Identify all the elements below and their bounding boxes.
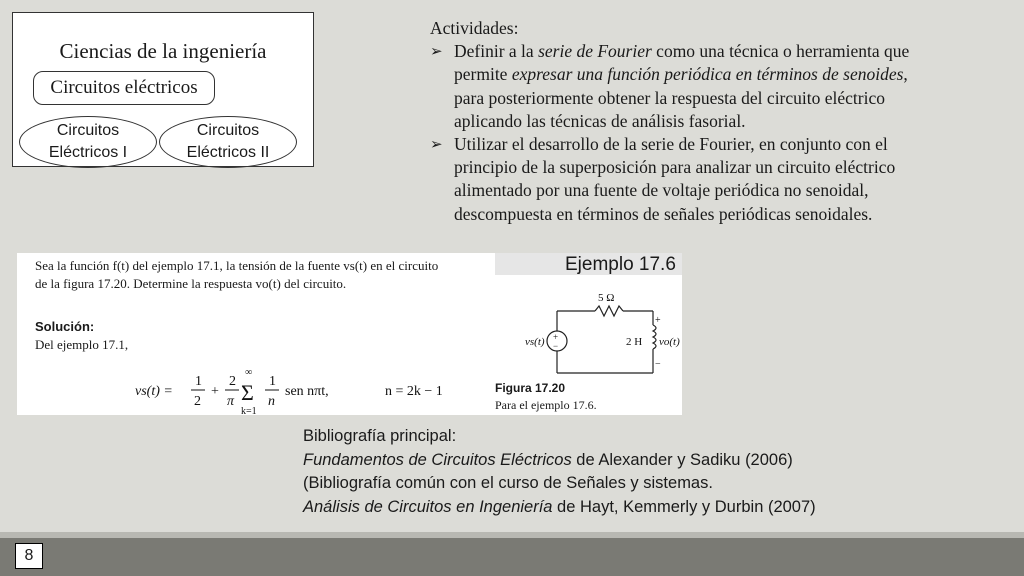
figure-caption: Para el ejemplo 17.6. [495, 398, 597, 412]
circuit-diagram [495, 283, 682, 391]
svg-text:−: − [553, 341, 559, 351]
diagram-ellipse-circuitos-2 [159, 116, 297, 168]
page-number: 8 [15, 543, 43, 569]
output-label: vo(t) [659, 336, 680, 348]
diagram-subject-box: Circuitos eléctricos [33, 71, 215, 105]
example-figure [17, 253, 682, 415]
diagram-ellipse-circuitos-1 [19, 116, 157, 168]
svg-text:Σ: Σ [241, 380, 254, 405]
activities-list [430, 40, 930, 226]
ellipse1-line1: Circuitos [56, 122, 120, 139]
activities-section [430, 17, 930, 226]
svg-text:−: − [655, 359, 661, 370]
svg-text:n = 2k − 1: n = 2k − 1 [385, 384, 443, 399]
bibliography-book-2: Análisis de Circuitos en Ingeniería de Hayt, Kemmerly y Durbin (2007) [303, 497, 816, 516]
footer-bar [0, 532, 1024, 576]
svg-text:k=1: k=1 [241, 406, 257, 415]
inductor-label: 2 H [626, 336, 643, 348]
resistor-label: 5 Ω [598, 292, 615, 304]
source-label: vs(t) [525, 336, 545, 348]
svg-text:+: + [211, 384, 219, 399]
figure-label: Figura 17.20 [495, 381, 566, 395]
bibliography-heading: Bibliografía principal: [303, 427, 457, 445]
svg-text:+: + [553, 332, 559, 342]
svg-text:2: 2 [229, 374, 236, 389]
svg-text:vs(t) =: vs(t) = [135, 384, 173, 399]
ellipse1-line2: Eléctricos I [48, 144, 128, 161]
solution-text: Del ejemplo 17.1, [35, 337, 129, 352]
svg-text:1: 1 [269, 374, 276, 389]
bibliography-note: (Bibliografía común con el curso de Señales y sistemas. [303, 474, 713, 492]
svg-text:n: n [268, 394, 275, 409]
fourier-equation [135, 365, 495, 415]
ellipse2-line1: Circuitos [196, 122, 260, 139]
example-statement: Sea la función f(t) del ejemplo 17.1, la tensión de la fuente vs(t) en el circuito de la figura 17.20. Determine la respuesta vo(t) del circuito. [35, 258, 439, 291]
svg-text:∞: ∞ [245, 367, 253, 378]
bibliography-section [303, 425, 983, 519]
activity-item-1: ➢ Definir a la serie de Fourier como una técnica o herramienta que permite expresar una función periódica en términos de senoides, para posteriormente obtener la respuesta del circuito eléctrico aplicando las técnicas de análisis fasorial. [430, 40, 930, 133]
example-header: Ejemplo 17.6 [495, 253, 682, 275]
activities-heading: Actividades: [430, 18, 519, 38]
svg-text:π: π [227, 394, 235, 409]
svg-text:sen nπt,: sen nπt, [285, 384, 329, 399]
svg-text:+: + [655, 315, 661, 326]
svg-text:2: 2 [194, 394, 201, 409]
ellipse2-line2: Eléctricos II [186, 144, 270, 161]
activity-item-2: ➢ Utilizar el desarrollo de la serie de Fourier, en conjunto con el principio de la superposición para analizar un circuito eléctrico alimentado por una fuente de voltaje periódica no senoidal, descompuesta en términos de señales periódicas senoidales. [430, 133, 930, 226]
solution-label: Solución: [35, 319, 95, 334]
svg-text:1: 1 [195, 374, 202, 389]
bibliography-book-1: Fundamentos de Circuitos Eléctricos de Alexander y Sadiku (2006) [303, 450, 793, 469]
footer-strip [0, 532, 1024, 538]
course-diagram [12, 12, 314, 167]
diagram-title: Ciencias de la ingeniería [59, 39, 267, 63]
